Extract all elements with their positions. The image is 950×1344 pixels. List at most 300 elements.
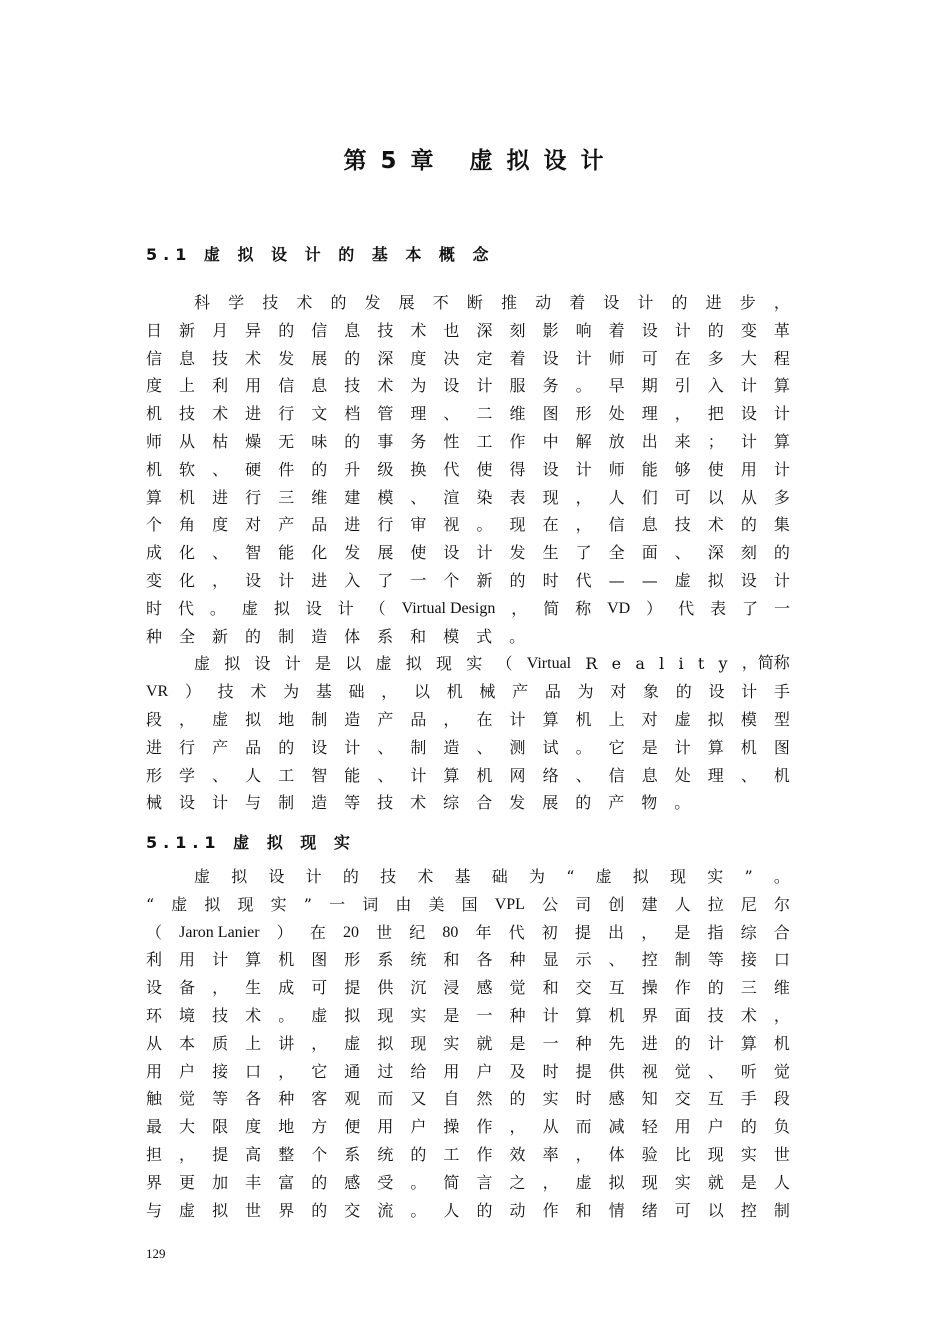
glyph: 实	[707, 867, 724, 886]
latin-word: Jaron Lanier	[179, 923, 260, 941]
glyph: 流	[377, 1200, 394, 1220]
glyph: ，	[641, 922, 658, 942]
glyph: 视	[443, 515, 460, 535]
glyph: 动	[509, 1200, 526, 1220]
glyph: 的	[509, 570, 526, 590]
glyph: 限	[212, 1117, 229, 1137]
glyph: 息	[344, 320, 361, 340]
glyph: 无	[278, 431, 295, 451]
text-line	[146, 372, 790, 400]
glyph: 制	[278, 793, 295, 813]
glyph: 智	[311, 765, 328, 785]
glyph: 技	[674, 515, 691, 535]
glyph: e	[611, 654, 622, 674]
glyph: 解	[575, 431, 592, 451]
glyph: 感	[608, 1089, 625, 1109]
glyph: 现	[237, 894, 254, 914]
glyph: 务	[410, 431, 427, 451]
glyph: 燥	[245, 431, 262, 451]
glyph: 计	[337, 598, 354, 618]
glyph: 全	[608, 543, 625, 563]
glyph: 处	[674, 765, 691, 785]
glyph: ，	[575, 487, 592, 507]
glyph: 渲	[443, 487, 460, 507]
glyph: 等	[212, 1089, 229, 1109]
glyph: 深	[377, 348, 394, 368]
glyph: 新	[476, 570, 493, 590]
glyph: 行	[278, 404, 295, 424]
text-line	[146, 456, 790, 484]
glyph: 化	[311, 543, 328, 563]
glyph: 一	[329, 894, 346, 914]
glyph: （	[496, 654, 513, 674]
glyph: 程	[773, 348, 790, 368]
glyph: 图	[542, 404, 559, 424]
glyph: 度	[212, 515, 229, 535]
glyph: 控	[740, 1200, 757, 1220]
glyph: 口	[245, 1061, 262, 1081]
glyph: 上	[245, 1033, 262, 1053]
glyph: 多	[707, 348, 724, 368]
latin-word: 20	[342, 923, 359, 941]
glyph: 觉	[509, 978, 526, 998]
glyph: 。	[575, 737, 592, 757]
text-line	[146, 484, 790, 512]
glyph: 计	[773, 404, 790, 424]
glyph: 一	[773, 598, 790, 618]
glyph: 大	[740, 348, 757, 368]
glyph: 界	[146, 1172, 163, 1192]
glyph: 机	[773, 765, 790, 785]
glyph: ）	[276, 922, 293, 942]
glyph: 用	[674, 1117, 691, 1137]
glyph: 建	[641, 894, 658, 914]
glyph: 。	[410, 1172, 427, 1192]
glyph: 以	[413, 682, 430, 702]
glyph: 出	[641, 431, 658, 451]
page-number: 129	[146, 1246, 166, 1261]
glyph: 计	[509, 709, 526, 729]
glyph: 接	[212, 1061, 229, 1081]
text-line	[146, 428, 790, 456]
glyph: 触	[146, 1089, 163, 1109]
glyph: ，	[212, 978, 229, 998]
glyph: 纪	[409, 922, 426, 942]
glyph: 表	[710, 598, 727, 618]
glyph: 术	[245, 348, 262, 368]
glyph: 络	[542, 765, 559, 785]
glyph: 提	[575, 1061, 592, 1081]
glyph: 为	[577, 682, 594, 702]
glyph: 一	[476, 1005, 493, 1025]
glyph: ，	[575, 515, 592, 535]
glyph: 由	[395, 894, 412, 914]
glyph: 味	[311, 431, 328, 451]
glyph: 虚	[674, 709, 691, 729]
glyph: 的	[344, 348, 361, 368]
glyph: 效	[509, 1144, 526, 1164]
glyph: 的	[330, 293, 347, 312]
glyph: 定	[476, 348, 493, 368]
glyph: 等	[707, 950, 724, 970]
glyph: 枯	[212, 431, 229, 451]
glyph: 模	[443, 626, 460, 646]
glyph: 大	[179, 1117, 196, 1137]
glyph: 变	[146, 570, 163, 590]
paragraph-3	[146, 863, 790, 1224]
glyph: 理	[410, 404, 427, 424]
glyph: 虚	[575, 1172, 592, 1192]
glyph: 拟	[231, 867, 248, 886]
glyph: 时	[146, 598, 163, 618]
text-line	[146, 863, 790, 891]
glyph: 代	[177, 598, 194, 618]
glyph: 初	[541, 922, 558, 942]
glyph: 对	[641, 709, 658, 729]
glyph: 而	[575, 1117, 592, 1137]
glyph: 革	[773, 320, 790, 340]
glyph: 们	[641, 487, 658, 507]
glyph: 时	[575, 1089, 592, 1109]
glyph: 可	[311, 978, 328, 998]
glyph: 、	[212, 459, 229, 479]
glyph: 利	[212, 376, 229, 396]
glyph: 设	[443, 543, 460, 563]
glyph: 技	[707, 1005, 724, 1025]
glyph: 造	[311, 793, 328, 813]
glyph: 图	[773, 737, 790, 757]
glyph: 拟	[707, 709, 724, 729]
glyph: 、	[707, 1061, 724, 1081]
glyph: 械	[146, 793, 163, 813]
glyph: 在	[542, 515, 559, 535]
glyph: 息	[179, 348, 196, 368]
glyph: 成	[278, 978, 295, 998]
glyph: 设	[542, 348, 559, 368]
glyph: 设	[708, 682, 725, 702]
glyph: 的	[707, 320, 724, 340]
glyph: 户	[179, 1061, 196, 1081]
glyph: 词	[362, 894, 379, 914]
latin-word: VPL	[494, 895, 525, 913]
glyph: 模	[377, 487, 394, 507]
glyph: 通	[344, 1061, 361, 1081]
glyph: 的	[311, 459, 328, 479]
glyph: 发	[509, 543, 526, 563]
glyph: R	[585, 654, 598, 674]
glyph: 事	[377, 431, 394, 451]
glyph: 拉	[707, 894, 724, 914]
glyph: 等	[344, 793, 361, 813]
chapter-title: 第 5 章 虚 拟 设 计	[343, 148, 607, 174]
glyph: 计	[575, 348, 592, 368]
glyph: 虚	[171, 894, 188, 914]
glyph: “	[146, 894, 155, 914]
glyph: 简	[543, 598, 560, 618]
glyph: 。	[509, 626, 526, 646]
glyph: 能	[278, 543, 295, 563]
glyph: 设	[740, 404, 757, 424]
glyph: 以	[707, 487, 724, 507]
glyph: 交	[575, 978, 592, 998]
glyph: 造	[344, 709, 361, 729]
glyph: 产	[608, 793, 625, 813]
glyph: 科	[194, 293, 211, 312]
glyph: 的	[278, 737, 295, 757]
glyph: 虚	[179, 1200, 196, 1220]
glyph: 能	[344, 765, 361, 785]
glyph: 机	[608, 1005, 625, 1025]
glyph: 机	[773, 1033, 790, 1053]
text-line	[146, 891, 790, 919]
text-line	[146, 595, 790, 623]
glyph: 械	[479, 682, 496, 702]
glyph: 世	[245, 1200, 262, 1220]
glyph: 是	[641, 737, 658, 757]
glyph: 设	[146, 978, 163, 998]
glyph: 作	[674, 978, 691, 998]
glyph: 用	[245, 376, 262, 396]
glyph: （	[369, 598, 386, 618]
glyph: 化	[179, 543, 196, 563]
glyph: 工	[476, 431, 493, 451]
glyph: 拟	[608, 1172, 625, 1192]
glyph: 高	[245, 1144, 262, 1164]
glyph: 、	[608, 950, 625, 970]
glyph: 接	[740, 950, 757, 970]
glyph: 也	[443, 320, 460, 340]
glyph: 着	[569, 293, 586, 312]
glyph: 是	[509, 1033, 526, 1053]
glyph: 先	[608, 1033, 625, 1053]
glyph: 观	[344, 1089, 361, 1109]
glyph: 在	[476, 709, 493, 729]
glyph: 技	[262, 293, 279, 312]
glyph: 操	[641, 978, 658, 998]
latin-word: 80	[442, 923, 459, 941]
glyph: 从	[740, 487, 757, 507]
glyph: 引	[674, 376, 691, 396]
glyph: 是	[674, 922, 691, 942]
glyph: 不	[432, 293, 449, 312]
glyph: 人	[608, 487, 625, 507]
paragraph-1	[146, 289, 790, 817]
glyph: 度	[410, 348, 427, 368]
glyph: a	[635, 654, 645, 674]
glyph: 算	[773, 431, 790, 451]
glyph: 术	[410, 793, 427, 813]
glyph: 础	[491, 867, 508, 886]
glyph: 虚	[212, 709, 229, 729]
glyph: 设	[254, 654, 271, 674]
glyph: 现	[641, 1172, 658, 1192]
glyph: 系	[377, 626, 394, 646]
glyph: 文	[311, 404, 328, 424]
glyph: 异	[245, 320, 262, 340]
glyph: 技	[377, 793, 394, 813]
glyph: 的	[509, 1089, 526, 1109]
glyph: 减	[608, 1117, 625, 1137]
glyph: 觉	[179, 1089, 196, 1109]
glyph: 展	[542, 793, 559, 813]
glyph: 的	[476, 1200, 493, 1220]
glyph: 息	[641, 765, 658, 785]
glyph: 计	[542, 1005, 559, 1025]
glyph: 作	[476, 1144, 493, 1164]
glyph: 计	[674, 737, 691, 757]
glyph: 的	[740, 515, 757, 535]
glyph: ，	[773, 293, 790, 312]
glyph: 人	[674, 894, 691, 914]
glyph: 设	[603, 293, 620, 312]
glyph: 讲	[278, 1033, 295, 1053]
glyph: 得	[509, 459, 526, 479]
glyph: 换	[410, 459, 427, 479]
glyph: 拟	[377, 1033, 394, 1053]
glyph: 的	[278, 320, 295, 340]
glyph: 为	[528, 867, 545, 886]
text-line	[146, 762, 790, 790]
glyph: 计	[476, 376, 493, 396]
text-line	[146, 1058, 790, 1086]
glyph: 技	[380, 867, 397, 886]
glyph: 变	[740, 320, 757, 340]
glyph: ，	[674, 404, 691, 424]
glyph: 又	[410, 1089, 427, 1109]
glyph: 种	[146, 626, 163, 646]
glyph: 计	[212, 950, 229, 970]
glyph: 够	[674, 459, 691, 479]
glyph: 一	[542, 1033, 559, 1053]
latin-word: VD	[607, 599, 631, 617]
glyph: 型	[773, 709, 790, 729]
glyph: 互	[608, 978, 625, 998]
glyph: 作	[476, 1117, 493, 1137]
glyph: 的	[674, 1033, 691, 1053]
glyph: 。	[410, 1200, 427, 1220]
glyph: 美	[428, 894, 445, 914]
glyph: 。	[476, 515, 493, 535]
glyph: 计	[773, 459, 790, 479]
glyph: 浸	[443, 978, 460, 998]
glyph: 、	[443, 404, 460, 424]
glyph: 术	[245, 1005, 262, 1025]
glyph: 虚	[344, 1033, 361, 1053]
glyph: 角	[179, 515, 196, 535]
glyph: 发	[364, 293, 381, 312]
glyph: 它	[608, 737, 625, 757]
glyph: 设	[268, 867, 285, 886]
glyph: 实	[466, 654, 483, 674]
glyph: 把	[707, 404, 724, 424]
glyph: 发	[344, 543, 361, 563]
glyph: —	[641, 570, 658, 590]
glyph: 算	[443, 765, 460, 785]
glyph: 设	[179, 793, 196, 813]
text-line	[146, 1141, 790, 1169]
glyph: 多	[773, 487, 790, 507]
glyph: l	[659, 654, 665, 674]
glyph: 计	[740, 376, 757, 396]
glyph: 。	[674, 793, 691, 813]
glyph: 设	[311, 737, 328, 757]
glyph: 学	[228, 293, 245, 312]
glyph: 算	[575, 1005, 592, 1025]
glyph: 信	[278, 376, 295, 396]
glyph: 期	[641, 376, 658, 396]
glyph: 、	[377, 765, 394, 785]
glyph: 虚	[375, 654, 392, 674]
glyph: 审	[410, 515, 427, 535]
glyph: 从	[146, 1033, 163, 1053]
glyph: 世	[773, 1144, 790, 1164]
glyph: 性	[443, 431, 460, 451]
glyph: 放	[608, 431, 625, 451]
glyph: 行	[377, 515, 394, 535]
glyph: 档	[344, 404, 361, 424]
glyph: 设	[245, 570, 262, 590]
glyph: ，	[443, 709, 460, 729]
glyph: 度	[245, 1117, 262, 1137]
glyph: 质	[212, 1033, 229, 1053]
glyph: 它	[311, 1061, 328, 1081]
glyph: 的	[344, 431, 361, 451]
glyph: 上	[608, 709, 625, 729]
glyph: 计	[707, 1033, 724, 1053]
glyph: 机	[740, 737, 757, 757]
glyph: 统	[377, 1144, 394, 1164]
latin-word: Virtual	[526, 655, 572, 673]
glyph: 、	[476, 737, 493, 757]
glyph: 情	[608, 1200, 625, 1220]
glyph: 代	[508, 922, 525, 942]
glyph: 机	[476, 765, 493, 785]
glyph: 理	[707, 765, 724, 785]
glyph: 术	[250, 682, 267, 702]
glyph: 提	[344, 978, 361, 998]
glyph: 境	[179, 1005, 196, 1025]
text-line	[146, 734, 790, 762]
glyph: 技	[212, 348, 229, 368]
glyph: 学	[179, 765, 196, 785]
glyph: 了	[742, 598, 759, 618]
glyph: 网	[509, 765, 526, 785]
glyph: 虚	[674, 570, 691, 590]
glyph: 虚	[194, 867, 211, 886]
glyph: 集	[773, 515, 790, 535]
glyph: 计	[575, 459, 592, 479]
glyph: 的	[245, 626, 262, 646]
glyph: 人	[245, 765, 262, 785]
glyph: 实	[410, 1005, 427, 1025]
glyph: 染	[476, 487, 493, 507]
glyph: 拟	[707, 570, 724, 590]
glyph: 种	[575, 1033, 592, 1053]
glyph: ，	[179, 1144, 196, 1164]
glyph: 新	[212, 626, 229, 646]
section-heading-5-1-1: 5.1.1 虚 拟 现 实	[146, 833, 356, 852]
glyph: 实	[740, 1144, 757, 1164]
glyph: 富	[278, 1172, 295, 1192]
glyph: 算	[542, 709, 559, 729]
text-line	[146, 650, 790, 678]
text-line	[146, 789, 790, 817]
glyph: 试	[542, 737, 559, 757]
glyph: ，	[179, 709, 196, 729]
glyph: 虚	[241, 598, 258, 618]
glyph: 可	[641, 348, 658, 368]
text-line	[146, 1169, 790, 1197]
